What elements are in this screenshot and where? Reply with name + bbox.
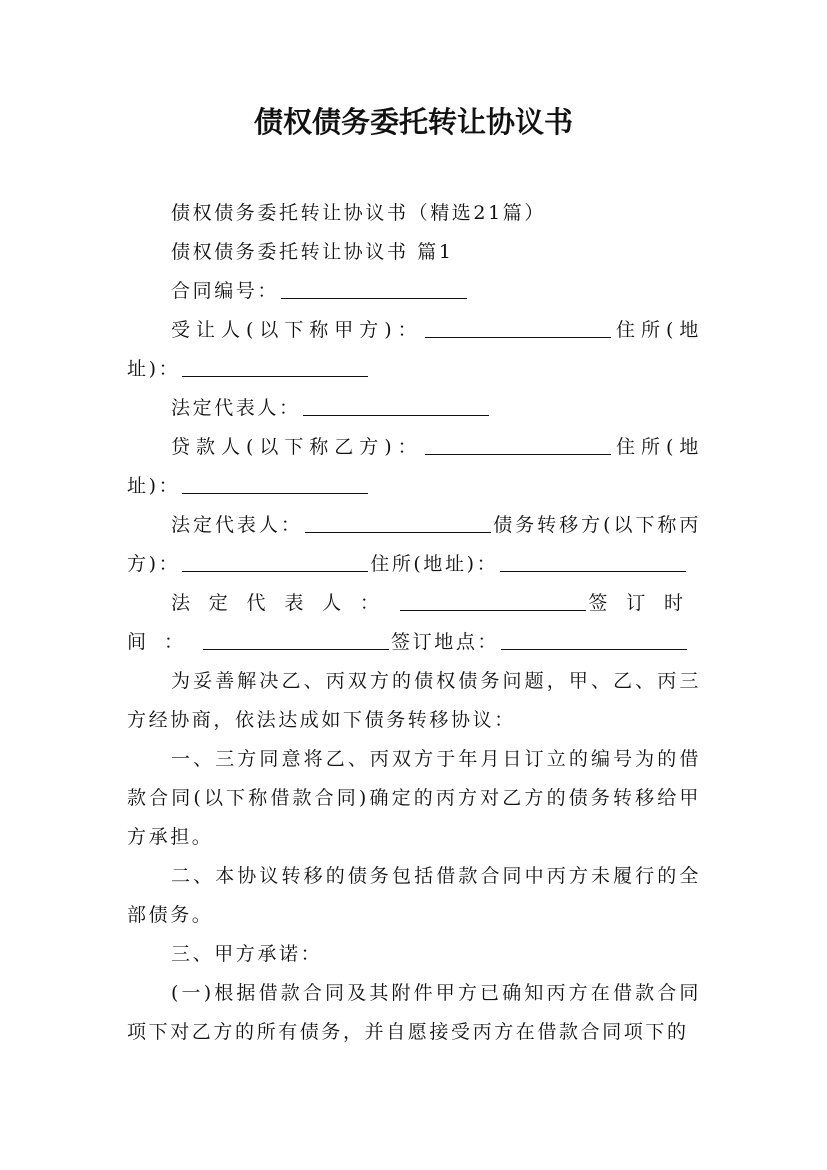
signing-place-label: 签订地点： <box>391 631 500 653</box>
contract-number-blank <box>281 297 467 299</box>
paragraph-contract-number <box>127 272 701 311</box>
paragraph-clause-3-1: (一)根据借款合同及其附件甲方已确知丙方在借款合同项下对乙方的所有债务，并自愿接受丙方在借款合同项下的 <box>127 982 701 1043</box>
lender-label: 贷款人(以下称乙方)： <box>171 436 423 458</box>
paragraph-transferee <box>127 311 701 389</box>
debt-transferor-representative-blank <box>400 609 586 611</box>
paragraph-clause-2: 二、本协议转移的债务包括借款合同中丙方未履行的全部债务。 <box>127 865 701 926</box>
paragraph-clause-1: 一、三方同意将乙、丙双方于年月日订立的编号为的借款合同(以下称借款合同)确定的丙方对乙方的债务转移给甲方承担。 <box>127 748 701 848</box>
signing-time-label: 签订时间： <box>127 592 701 653</box>
lender-blank <box>425 453 611 455</box>
transferee-blank <box>425 336 611 338</box>
paragraph-transferee-representative <box>127 389 701 428</box>
paragraph-clause-3-heading: 三、甲方承诺： <box>171 943 323 965</box>
transferee-representative-label: 法定代表人： <box>171 397 301 419</box>
signing-time-blank <box>203 648 389 650</box>
debt-transferor-label: 债务转移方(以下称丙方)： <box>127 514 701 575</box>
transferee-representative-blank <box>303 414 489 416</box>
lender-address-blank <box>182 492 368 494</box>
lender-address-label: 住所(地址)： <box>127 436 701 497</box>
debt-transferor-address-label: 住所(地址)： <box>370 553 499 575</box>
debt-transferor-blank <box>182 570 368 572</box>
contract-number-label: 合同编号： <box>171 280 280 302</box>
debt-transferor-representative-label: 法定代表人： <box>171 592 398 614</box>
paragraph-lender-representative <box>127 506 701 584</box>
transferee-label: 受让人(以下称甲方)： <box>171 319 423 341</box>
document-body <box>127 194 701 1052</box>
lender-representative-blank <box>305 531 491 533</box>
paragraph-subtitle: 债权债务委托转让协议书（精选21篇） <box>171 202 546 224</box>
signing-place-blank <box>501 648 687 650</box>
debt-transferor-address-blank <box>500 570 686 572</box>
transferee-address-label: 住所(地址)： <box>127 319 701 380</box>
paragraph-signing-info <box>127 584 701 662</box>
paragraph-lender <box>127 428 701 506</box>
lender-representative-label: 法定代表人： <box>171 514 303 536</box>
document-title: 债权债务委托转让协议书 <box>253 105 573 139</box>
transferee-address-blank <box>182 375 368 377</box>
paragraph-preamble: 为妥善解决乙、丙双方的债权债务问题，甲、乙、丙三方经协商，依法达成如下债务转移协议： <box>127 670 701 731</box>
paragraph-section-heading: 债权债务委托转让协议书 篇1 <box>171 241 454 263</box>
